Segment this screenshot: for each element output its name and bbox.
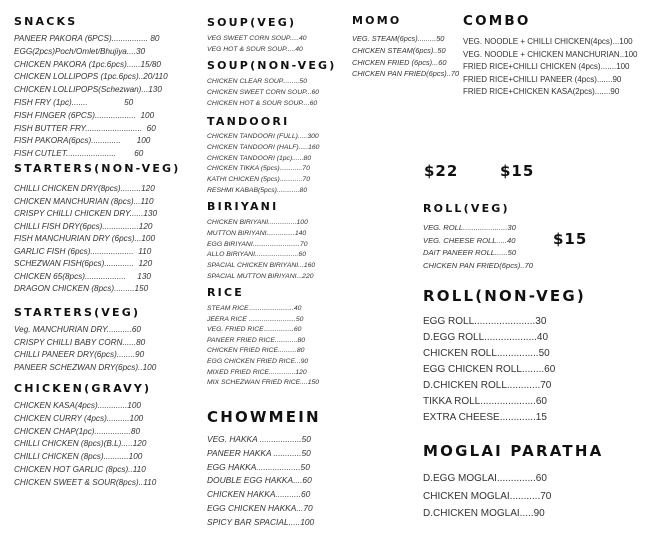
menu-item: FISH MANCHURIAN DRY (6pcs)...100 — [14, 234, 156, 243]
menu-item: CHICKEN CHAP(1pc)................80 — [14, 426, 141, 436]
section-heading: ROLL(VEG) — [423, 202, 510, 215]
menu-item: CHICKEN STEAM(6pcs)..50 — [352, 45, 446, 55]
section-heading: MOMO — [352, 14, 402, 27]
menu-item: CHICKEN BIRIYANI...............100 — [207, 219, 308, 226]
menu-item: TIKKA ROLL....................60 — [423, 396, 547, 407]
section-heading: SNACKS — [14, 15, 78, 28]
menu-item: CHICKEN PAN FRIED(6pcs)..70 — [423, 260, 533, 270]
menu-item: ALLO BIRIYANI.......................60 — [207, 251, 306, 259]
menu-item: SPACIAL MUTTON BIRIYANI...220 — [207, 273, 314, 280]
menu-item: GARLIC FISH (6pcs)................... 110 — [14, 246, 152, 256]
menu-item: PANEER HAKKA ............50 — [207, 447, 311, 458]
menu-item: VEG HOT & SOUR SOUP.....40 — [207, 46, 303, 53]
menu-item: CHICKEN MOGLAI...........70 — [423, 490, 552, 502]
section-heading: STARTERS(VEG) — [14, 306, 141, 319]
section-heading: COMBO — [463, 13, 531, 29]
menu-item: MUTTON BIRIYANI...............140 — [207, 229, 307, 237]
menu-item: CHICKEN HOT GARLIC (8pcs)..110 — [14, 465, 146, 474]
menu-item: EGG HAKKA...................50 — [207, 461, 310, 472]
section-heading: CHOWMEIN — [207, 408, 321, 426]
menu-item: PANEER PAKORA (6PCS)................ 80 — [14, 34, 160, 43]
menu-item: CHICKEN FRIED (6pcs)...60 — [352, 57, 447, 67]
menu-item: D.EGG MOGLAI..............60 — [423, 473, 547, 484]
menu-item: VEG. STEAM(6pcs).........50 — [352, 34, 445, 43]
menu-item: VEG. CHEESE ROLL.....40 — [423, 235, 516, 245]
price-tag: $15 — [553, 230, 588, 248]
menu-item: VEG. ROLL.....................30 — [423, 223, 516, 232]
menu-item: DAIT PANEER ROLL......50 — [423, 248, 517, 257]
price-tag: $22 — [424, 162, 459, 180]
section-heading: ROLL(NON-VEG) — [423, 287, 586, 305]
menu-item: MIXED FRIED RICE..............120 — [207, 368, 307, 376]
menu-item: EGG CHICKEN FRIED RICE...90 — [207, 358, 309, 365]
menu-item: CHILLI FISH DRY(6pcs)................120 — [14, 221, 153, 231]
menu-item: VEG. NOODLE + CHILLI CHICKEN(4pcs)...100 — [463, 37, 633, 46]
menu-item: EXTRA CHEESE.............15 — [423, 412, 547, 423]
menu-item: FISH BUTTER FRY......................... 60 — [14, 123, 156, 133]
menu-item: CHICKEN SWEET CORN SOUP...60 — [207, 89, 320, 96]
menu-item: CHILLI CHICKEN (8pcs)...........100 — [14, 452, 143, 462]
section-heading: TANDOORI — [207, 115, 290, 128]
menu-item: CHILLI CHICKEN DRY(8pcs).........120 — [14, 184, 155, 193]
menu-item: CHICKEN KASA(4pcs).............100 — [14, 401, 141, 410]
menu-item: FISH PAKORA(6pcs)............. 100 — [14, 136, 151, 146]
menu-item: DRAGON CHICKEN (8pcs).........150 — [14, 284, 149, 293]
menu-item: FRIED RICE+CHICKEN KASA(2pcs).......90 — [463, 87, 620, 97]
menu-item: VEG. HAKKA ..................50 — [207, 434, 311, 444]
menu-item: FRIED RICE+CHILLI PANEER (4pcs).......90 — [463, 74, 622, 84]
menu-item: D.CHICKEN ROLL............70 — [423, 380, 552, 391]
menu-item: FRIED RICE+CHILLI CHICKEN (4pcs).......100 — [463, 62, 630, 72]
menu-item: CHICKEN SWEET & SOUR(8pcs)..110 — [14, 477, 157, 487]
section-heading: MOGLAI PARATHA — [423, 442, 604, 460]
menu-item: MIX SCHEZWAN FRIED RICE....150 — [207, 379, 320, 387]
menu-item: CHICKEN ROLL...............50 — [423, 348, 550, 359]
menu-item: CRISPY CHILLI BABY CORN......80 — [14, 337, 146, 347]
menu-item: CHICKEN TANDOORI (1pc)......80 — [207, 154, 312, 162]
menu-item: SPICY BAR SPACIAL.....100 — [207, 516, 315, 527]
menu-item: CHICKEN TIKKA (5pcs)............70 — [207, 165, 310, 173]
menu-item: CHICKEN LOLLIPOPS (1pc.6pcs)..20/110 — [14, 72, 168, 82]
menu-item: CHICKEN MANCHURIAN (8pcs)...110 — [14, 196, 154, 206]
section-heading: SOUP(VEG) — [207, 16, 297, 29]
section-heading: CHICKEN(GRAVY) — [14, 382, 152, 395]
menu-item: EGG CHICKEN ROLL........60 — [423, 364, 556, 375]
menu-item: FISH FINGER (6PCS).................. 100 — [14, 110, 155, 120]
menu-item: D.EGG ROLL...................40 — [423, 332, 549, 343]
menu-item: VEG. FRIED RICE................60 — [207, 326, 302, 334]
menu-item: CHICKEN HOT & SOUR SOUP....60 — [207, 100, 318, 107]
menu-item: EGG ROLL......................30 — [423, 316, 547, 327]
menu-item: CHICKEN CURRY (4pcs)..........100 — [14, 413, 144, 423]
menu-item: PANEER FRIED RICE............80 — [207, 336, 306, 344]
menu-item: VEG SWEET CORN SOUP.....40 — [207, 35, 307, 42]
menu-item: RESHMI KABAB(5pcs)............80 — [207, 187, 308, 194]
section-heading: RICE — [207, 286, 244, 299]
menu-item: CHICKEN FRIED RICE..........80 — [207, 347, 305, 355]
menu-item: EGG BIRIYANI.........................70 — [207, 240, 308, 248]
menu-item: CHICKEN 65(8pcs).................. 130 — [14, 271, 151, 281]
menu-item: PANEER SCHEZWAN DRY(6pcs)..100 — [14, 362, 157, 372]
menu-item: VEG. NOODLE + CHICKEN MANCHURIAN..100 — [463, 49, 638, 59]
menu-item: CHICKEN TANDOORI (FULL).....300 — [207, 133, 319, 140]
menu-item: CHILLI CHICKEN (8pcs)(B.L).....120 — [14, 439, 147, 449]
section-heading: BIRIYANI — [207, 200, 279, 213]
menu-item: STEAM RICE........................40 — [207, 305, 302, 312]
menu-item: EGG(2pcs)Poch/Omlet/Bhujiya....30 — [14, 46, 146, 56]
menu-item: Veg. MANCHURIAN DRY...........60 — [14, 325, 141, 334]
menu-item: SCHEZWAN FISH(6pcs)............. 120 — [14, 259, 153, 268]
menu-item: CHICKEN HAKKA...........60 — [207, 489, 311, 500]
menu-item: DOUBLE EGG HAKKA....60 — [207, 475, 312, 486]
menu-item: D.CHICKEN MOGLAI.....90 — [423, 508, 545, 519]
section-heading: SOUP(NON-VEG) — [207, 59, 337, 72]
menu-item: CHICKEN CLEAR SOUP.........50 — [207, 78, 307, 85]
menu-item: CHICKEN LOLLIPOPS(Schezwan)...130 — [14, 85, 162, 95]
menu-item: EGG CHICKEN HAKKA...70 — [207, 503, 313, 513]
menu-item: CHILLI PANEER DRY(6pcs)........90 — [14, 350, 145, 360]
menu-item: FISH FRY (1pc)....... 50 — [14, 98, 134, 107]
menu-item: FISH CUTLET...................... 60 — [14, 149, 144, 159]
menu-item: CRISPY CHILLI CHICKEN DRY......130 — [14, 209, 158, 218]
price-tag: $15 — [500, 162, 535, 180]
menu-item: SPACIAL CHICKEN BIRIYANI...160 — [207, 262, 316, 270]
menu-item: JEERA RICE .........................50 — [207, 315, 304, 323]
menu-item: CHICKEN TANDOORI (HALF).....160 — [207, 143, 320, 151]
menu-item: KATHI CHICKEN (5pcs)............70 — [207, 176, 310, 184]
menu-item: CHICKEN PAN FRIED(6pcs)..70 — [352, 69, 460, 79]
section-heading: STARTERS(NON-VEG) — [14, 162, 181, 175]
menu-item: CHICKEN PAKORA (1pc.6pcs)......15/80 — [14, 59, 161, 69]
